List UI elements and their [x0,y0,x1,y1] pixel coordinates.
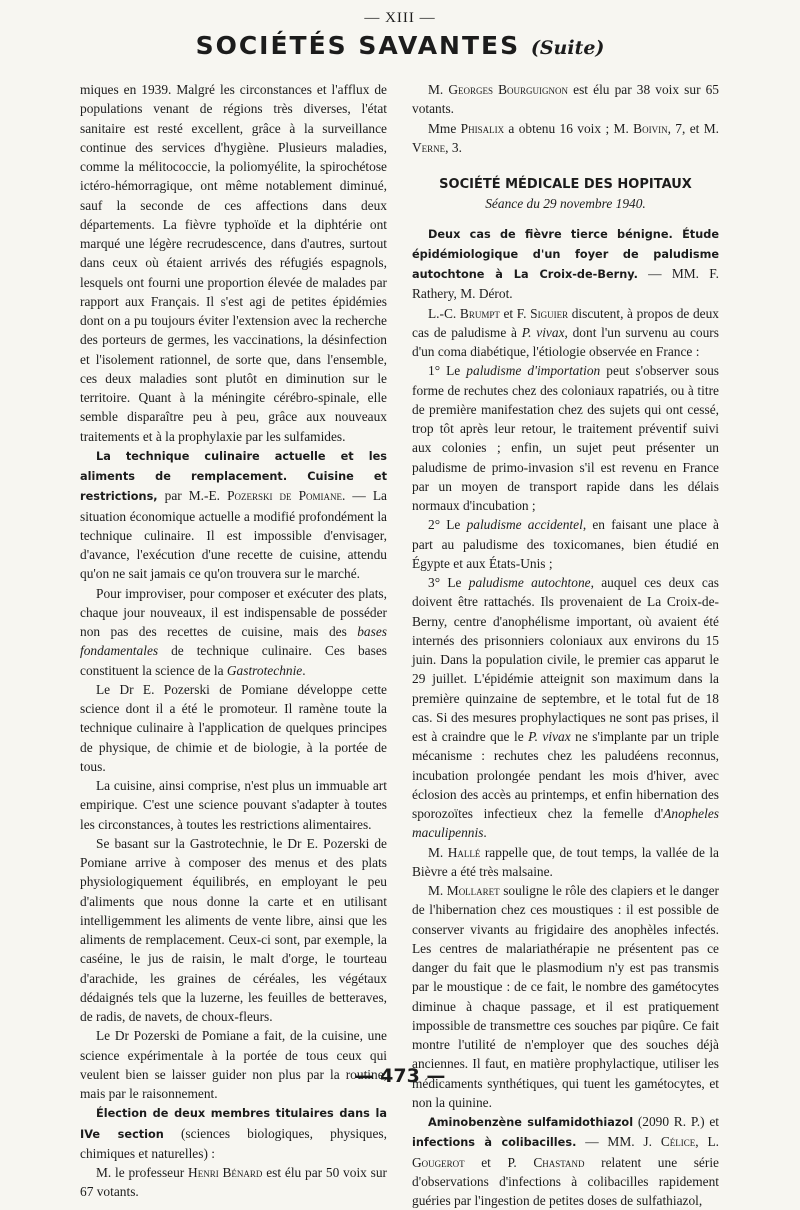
left-column [80,80,387,1202]
author-name: Henri Bénard [188,1165,263,1180]
paragraph: miques en 1939. Malgré les circonstances et l'afflux de populations venant de régions très diverses, l'état sanitaire est resté excellent, grâce à la surveillance continue des services d'hygiène. Plusieurs maladies, comme la mélitococcie, la poliomyélite, la spirochétose ictéro-hémorragique, ont même notablement diminué, sauf la seconde de ces affections dans deux départements. La fièvre typhoïde et la diphtérie ont marqué une légère recrudescence, dans d'autres, surtout dans ceux où étaient arrivés des réfugiés espagnols, lesquels ont fourni une proportion élevée de malades par rapport aux Français. Il s'est agi de petites épidémies dont on a pu toujours éviter l'extension avec la recherche des porteurs de germes, les vaccinations, la désinfection et l'isolement rationnel, de sorte que, dans l'ensemble, ces deux maladies sont plutôt en diminution sur le territoire. Quant à la méningite cérébro-spinale, elle semble disparaître peu à peu, grâce aux nouveaux traitements et à la prophylaxie par les sulfamides. [80,82,387,444]
author-name: Hallé [447,844,481,860]
author-name: Phisalix [460,120,505,136]
paragraph: M. Mollaret souligne le rôle des clapiers et le danger de l'hibernation chez ces moustiques : il est possible de conserver vivants au frigidaire des anophèles infectés. Les centres de malariathérapie ne présentent pas ce danger du fait que le plasmodium n'y est pas transmis par le moustique : de ce fait, le nombre des gamétocytes diminue à chaque passage, et il est pratiquement impossible de transmettre ces souches par piqûre. Ce fait montre l'utilité de n'employer que des souches déjà anciennes. Il faut, en matière prophylactique, utiliser les médicaments synthétiques, qui tuent les gamétocytes, et non la quinine. [412,883,719,1110]
running-title-text: SOCIÉTÉS SAVANTES [195,31,521,60]
author-name: Célice [660,1134,696,1150]
paragraph: La cuisine, ainsi comprise, n'est plus un immuable art empirique. C'est une science pouvant s'adapter à toutes les circonstances, à toutes les restrictions alimentaires. [80,778,387,832]
author-name: Verne [412,139,446,155]
section-heading: SOCIÉTÉ MÉDICALE DES HOPITAUX [439,177,692,192]
running-title [0,31,800,60]
article-paragraph-sulfathiazol: Aminobenzène sulfamidothiazol (2090 R. P.) et infections à colibacilles. — MM. J. Célice, L. Gougerot et P. Chastand relatent une série d'observations d'infections à colibacilles rapidement guéries par l'ingestion de petites doses de sulfathiazol, [412,1114,720,1208]
article-title: La technique culinaire actuelle et les aliments de remplacement. Cuisine et restrictions, [80,449,387,504]
paragraph: Pour improviser, pour composer et exécuter des plats, chaque jour nouveaux, il est indispensable de posséder non pas des recettes de cuisine, mais des bases fondamentales de technique culinaire. Ces bases constituent la science de la Gastrotechnie. [80,585,387,678]
author-name: Chastand [533,1154,585,1170]
article-title: infections à colibacilles. [412,1136,577,1150]
article-title: Élection de deux membres titulaires dans la IVe section [80,1107,387,1141]
article-paragraph-cuisine: La technique culinaire actuelle et les aliments de remplacement. Cuisine et restrictions, par M.-E. Pozerski de Pomiane. — La situation économique actuelle a modifié profondément la technique culinaire. Il est impossible d'envisager, d'avance, l'exécution d'une recette de cuisine, attendu qu'on ne sait jamais ce qu'on trouvera sur le marché. [80,449,387,582]
author-name: Georges Bourguignon [448,82,569,97]
paragraph: Mme Phisalix a obtenu 16 voix ; M. Boivin, 7, et M. Verne, 3. [412,120,719,155]
author-name: Siguier [530,305,569,321]
running-title-suite: (Suite) [530,37,605,59]
paragraph: 1° Le paludisme d'importation peut s'observer sous forme de rechutes chez des coloniaux rapatriés, ou à titre de première manifestation chez des sujets qui ont cessé, trop tôt après leur retour, le traitement préventif suivi aux colonies ; enfin, un sujet peut présenter un paludisme de primo-invasion s'il est revenu en France par un moyen de transport rapide dans les délais normaux d'incubation ; [412,363,719,513]
author-name: Gougerot [412,1154,465,1170]
paragraph: M. Georges Bourguignon est élu par 38 voix sur 65 votants. [412,82,720,117]
author-name: Brumpt [459,305,500,321]
paragraph: M. Hallé rappelle que, de tout temps, la vallée de la Bièvre a été très malsaine. [412,844,720,879]
author-name: Boivin [633,120,668,136]
paragraph: Le Dr E. Pozerski de Pomiane développe cette science dont il a été le promoteur. Il ramène toute la technique culinaire à l'application de quelques principes de physique, de chimie et de biologie, à la portée de tous. [80,681,387,774]
paragraph: 2° Le paludisme accidentel, en faisant une place à part au paludisme des toxicomanes, bien étudié en Égypte et aux États-Unis ; [412,517,719,571]
paragraph: M. le professeur Henri Bénard est élu par 50 voix sur 67 votants. [80,1165,388,1200]
election-paragraph: Élection de deux membres titulaires dans la IVe section (sciences biologiques, physiques, chimiques et naturelles) : [80,1107,387,1161]
paragraph: Le Dr Pozerski de Pomiane a fait, de la cuisine, une science expérimentale à la portée de tous ceux qui veulent bien se laisser guider non plus par la routine, mais par le raisonnement. [80,1028,387,1101]
roman-page-number: — XIII — [364,10,436,26]
page-number: — 473 — [354,1065,446,1087]
page-header [0,10,800,60]
author-name: Pozerski de Pomiane [227,488,343,504]
paragraph: 3° Le paludisme autochtone, auquel ces deux cas doivent être rattachés. Ils provenaient de La Croix-de-Berny, centre d'anophélisme important, où avaient été internés des prisonniers coloniaux aux environs du 15 juin. Dans la population civile, le premier cas apparut le 29 juillet. L'épidémie atteignit son maximum dans la première quinzaine de septembre, et le total fut de 18 cas. Si des mesures prophylactiques ne sont pas prises, il est à craindre que le P. vivax ne s'implante par un triple mécanisme : rechutes chez les paludéens reconnus, incubation prolongée pendant les mois d'hiver, avec éclosion des accès au printemps, et enfin hibernation des sporozoïtes infectieux chez la femelle d'Anopheles maculipennis. [412,575,719,841]
article-title: Deux cas de fièvre tierce bénigne. Étude épidémiologique d'un foyer de paludisme autochtone à La Croix-de-Berny. [412,227,719,281]
article-paragraph-paludisme: Deux cas de fièvre tierce bénigne. Étude épidémiologique d'un foyer de paludisme autochtone à La Croix-de-Berny. — MM. F. Rathery, M. Dérot. [412,227,719,302]
paragraph: L.-C. Brumpt et F. Siguier discutent, à propos de deux cas de paludisme à P. vivax, dont l'un survenu au cours d'un coma diabétique, l'étiologie observée en France : [412,305,719,359]
article-title: Aminobenzène sulfamidothiazol [428,1116,634,1129]
right-column [412,80,719,1210]
paragraph: Se basant sur la Gastrotechnie, le Dr E. Pozerski de Pomiane arrive à composer des menus et des plats physiologiquement équilibrés, en employant le peu d'aliments que nous donne la carte et en utilisant intelligemment les aliments de vente libre, ainsi que les aliments de remplacement. Ceux-ci sont, par exemple, la caséine, le jus de raisin, le malt d'orge, le tourteau d'arachide, les graines de céréales, les végétaux dédaignés tels que la luzerne, les feuilles de betteraves, de radis, de navets, de choux-fleurs. [80,835,387,1024]
section-date: Séance du 29 novembre 1940. [485,196,646,212]
spacer [412,157,719,163]
author-name: Mollaret [446,883,500,898]
